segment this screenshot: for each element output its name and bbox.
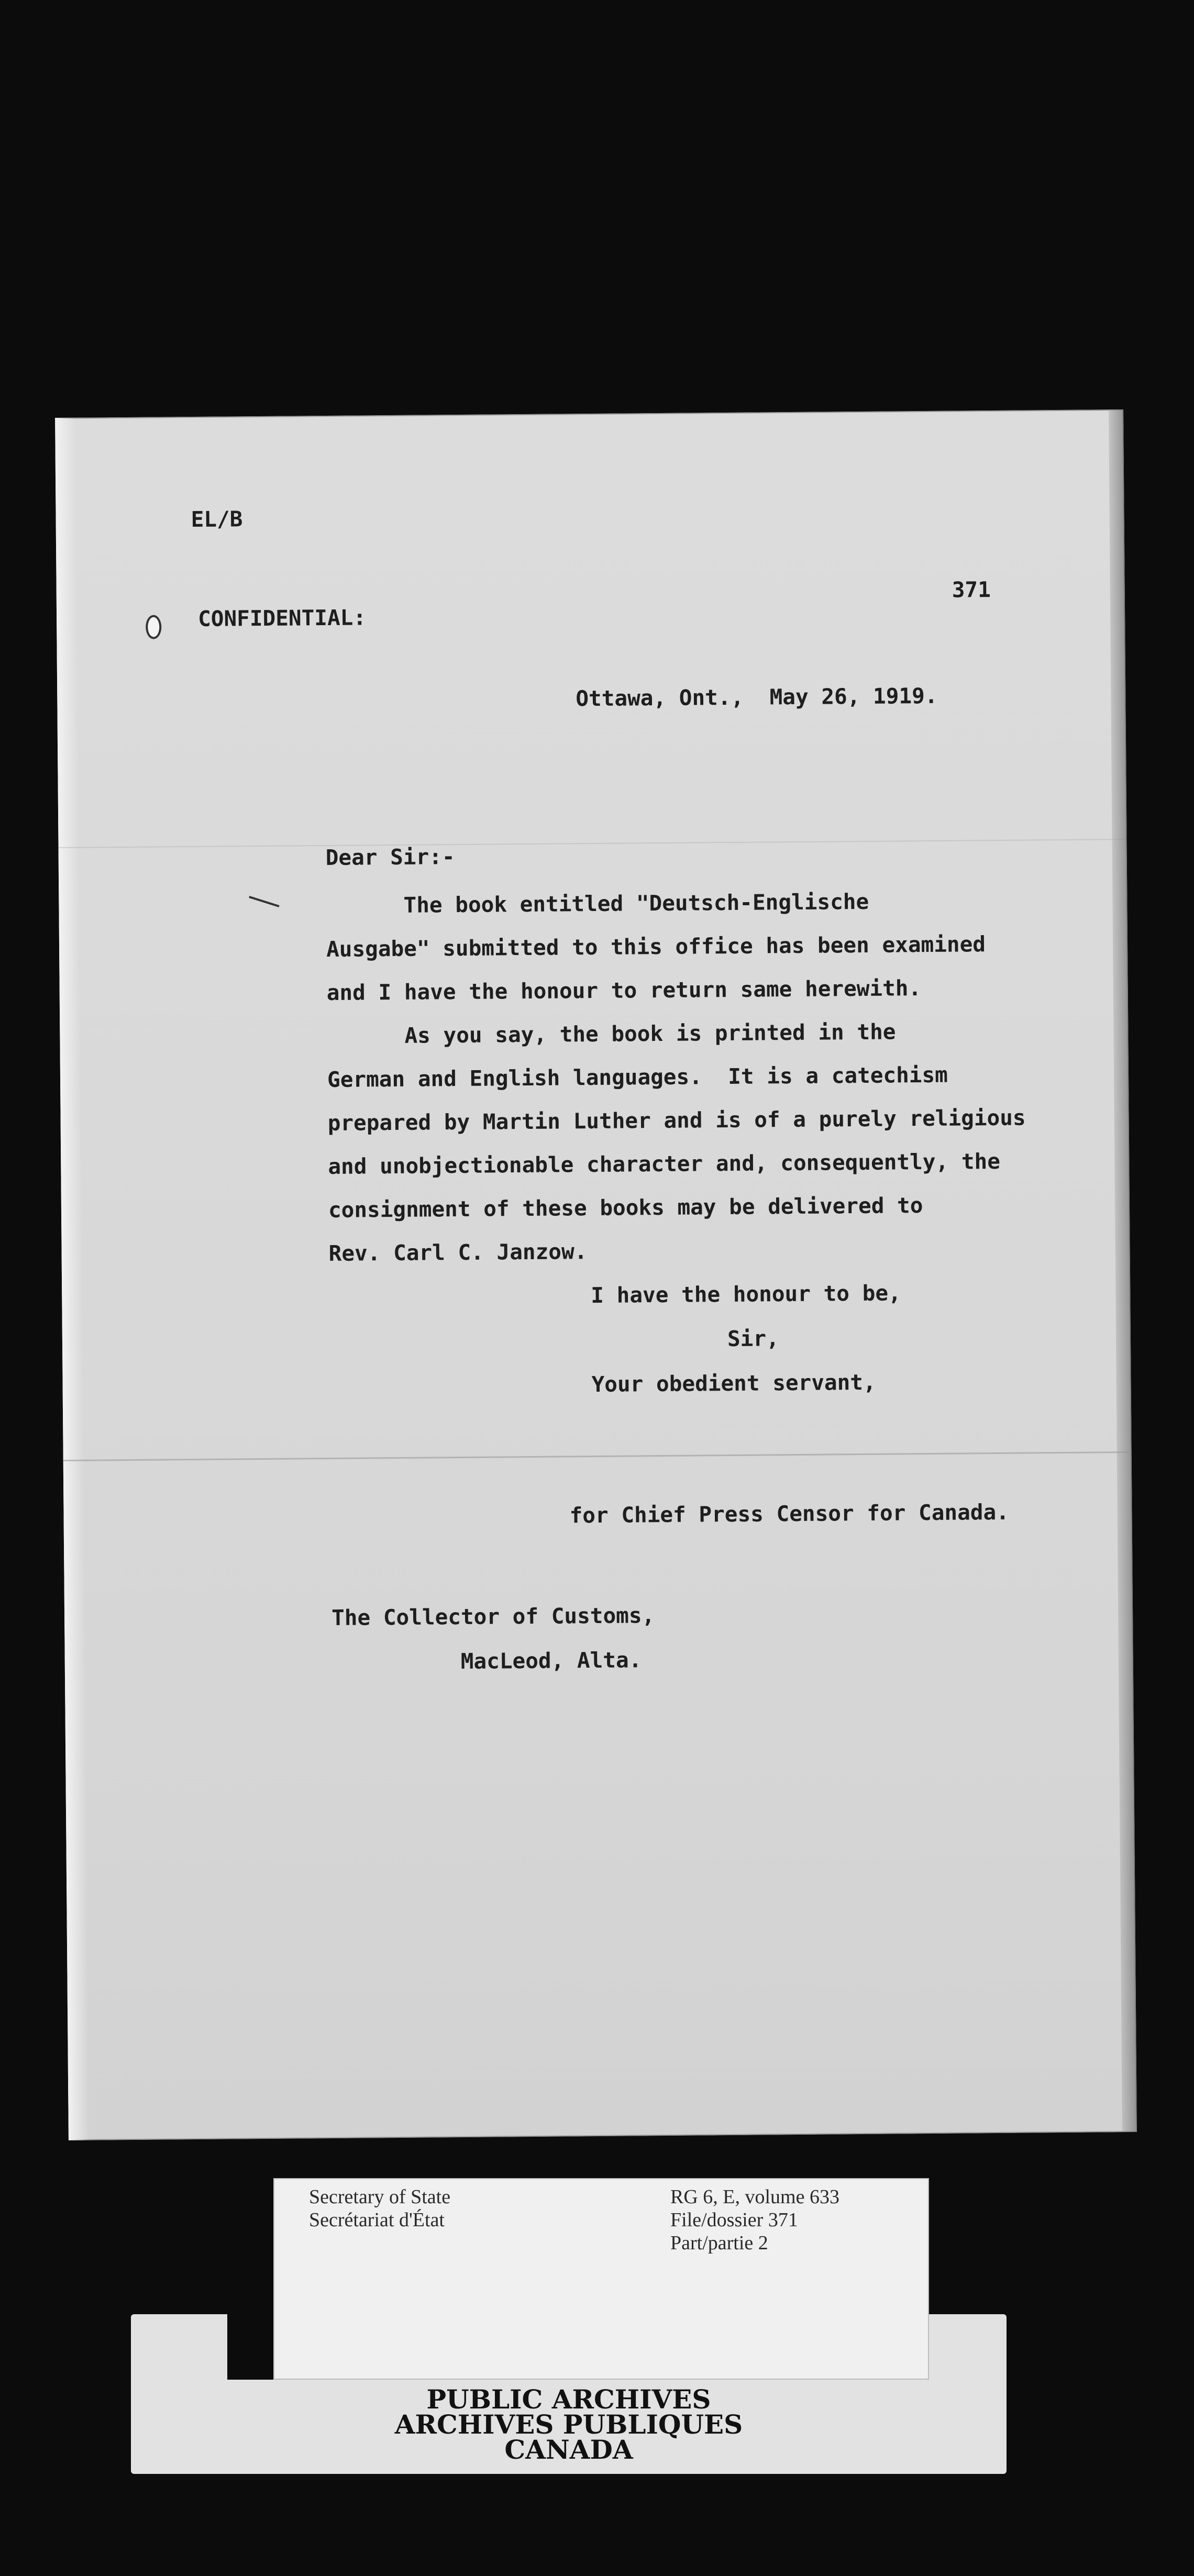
closing-line-3: Your obedient servant, [591,1369,876,1397]
label-part: Part/partie 2 [670,2232,768,2254]
classification-heading: CONFIDENTIAL: [197,605,367,631]
label-department-fr: Secrétariat d'État [309,2209,445,2231]
punch-hole-icon [146,615,161,639]
body-line: The book entitled "Deutsch-Englische [326,889,869,919]
body-line: consignment of these books may be delivered to [328,1193,923,1223]
body-line: German and English languages. It is a catechism [327,1062,948,1093]
letter-body [326,878,1114,1275]
body-line: and I have the honour to return same herewith. [326,975,922,1006]
stamp-notch [227,2314,274,2380]
body-line: Ausgabe" submitted to this office has been examined [326,931,986,962]
addressee-line-2: MacLeod, Alta. [460,1647,642,1674]
addressee-line-1: The Collector of Customs, [331,1603,655,1630]
archive-reference-label [273,2178,929,2380]
pen-mark [249,896,279,907]
label-record-group: RG 6, E, volume 633 [670,2186,839,2208]
page-number: 371 [952,577,991,603]
label-department-en: Secretary of State [309,2186,451,2208]
archive-stamp [131,2384,1007,2465]
closing-line-1: I have the honour to be, [591,1280,901,1308]
reference-initials: EL/B [191,506,243,532]
signature-line: for Chief Press Censor for Canada. [569,1499,1010,1528]
stamp-line-1: PUBLIC ARCHIVES [426,2384,711,2415]
letter-sheet [55,409,1137,2140]
body-line: and unobjectionable character and, consequently, the [328,1148,1001,1180]
paper-crease [59,839,1127,848]
stamp-line-2: ARCHIVES PUBLIQUES [394,2409,743,2440]
salutation: Dear Sir:- [325,844,455,871]
body-line: Rev. Carl C. Janzow. [328,1239,588,1267]
closing-line-2: Sir, [727,1326,779,1352]
body-line: As you say, the book is printed in the [327,1019,896,1049]
label-file: File/dossier 371 [670,2209,798,2231]
body-line: prepared by Martin Luther and is of a purely religious [327,1105,1026,1136]
place-date: Ottawa, Ont., May 26, 1919. [576,683,938,712]
paper-edge [1109,409,1137,2132]
stamp-line-3: CANADA [504,2434,633,2465]
